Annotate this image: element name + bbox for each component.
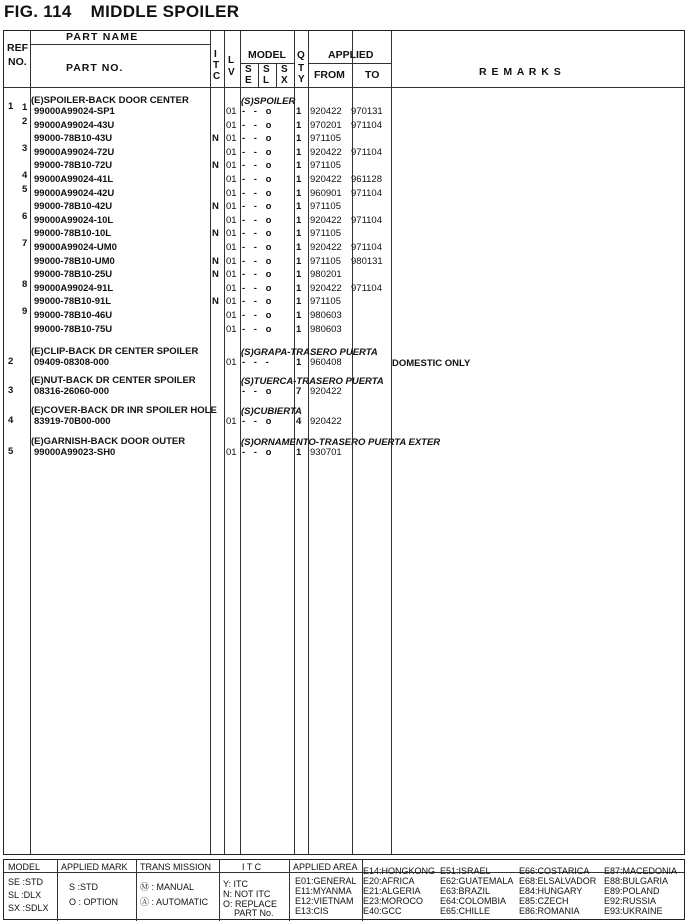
part-name: (E)SPOILER-BACK DOOR CENTER xyxy=(31,95,189,106)
lv-value: 01 xyxy=(226,282,237,294)
area-code: E92:RUSSIA xyxy=(604,896,657,906)
part-number: 99000A99023-SH0 xyxy=(34,447,116,458)
applied-from: 971105 xyxy=(310,255,341,267)
applied-from: 920422 xyxy=(310,214,342,226)
lv-value: 01 xyxy=(226,296,237,308)
lv-value: 01 xyxy=(226,119,237,131)
sub-ref-number: 7 xyxy=(22,238,28,249)
model-sl-header: S L xyxy=(263,64,270,86)
figure-number: FIG. 114 xyxy=(4,2,72,21)
quantity: 1 xyxy=(296,255,302,267)
qty-header-y: Y xyxy=(298,74,305,85)
quantity: 1 xyxy=(296,310,302,321)
applied-from: 971105 xyxy=(310,228,341,240)
applied-from: 960408 xyxy=(310,357,342,368)
ref-number: 3 xyxy=(8,385,14,396)
model-applicability: - - o xyxy=(242,187,275,199)
quantity: 1 xyxy=(296,323,302,335)
applied-to: 961128 xyxy=(351,174,382,185)
area-code: E14:HONGKONG xyxy=(363,866,436,876)
part-number: 99000-78B10-75U xyxy=(34,323,113,335)
applied-from: 920422 xyxy=(310,242,342,253)
part-number: 99000A99024-43U xyxy=(34,119,115,131)
sub-ref-number: 5 xyxy=(22,183,28,195)
applied-header: APPLIED xyxy=(328,49,374,61)
part-number: 99000A99024-UM0 xyxy=(34,242,117,253)
quantity: 1 xyxy=(296,447,302,458)
remarks-text: DOMESTIC ONLY xyxy=(392,358,471,369)
model-applicability: - - o xyxy=(242,119,275,131)
model-applicability: - - o xyxy=(242,214,275,226)
applied-to: 980131 xyxy=(351,255,383,267)
part-number: 99000-78B10-10L xyxy=(34,228,112,240)
sub-ref-number: 8 xyxy=(22,278,28,290)
figure-title: MIDDLE SPOILER xyxy=(90,2,240,21)
model-applicability: - - o xyxy=(242,174,275,185)
part-name: (E)COVER-BACK DR INR SPOILER HOLE xyxy=(31,405,217,416)
ref-number: 1 xyxy=(8,101,14,112)
part-number: 99000A99024-41L xyxy=(34,174,114,185)
footer-model-sx: SX :SDLX xyxy=(8,903,49,913)
sub-ref-number: 3 xyxy=(22,142,28,154)
applied-to: 970131 xyxy=(351,106,383,117)
footer-divider xyxy=(57,860,58,921)
applied-to: 971104 xyxy=(351,146,382,158)
part-number: 99000-78B10-UM0 xyxy=(34,255,115,267)
lv-header-v: V xyxy=(228,67,235,78)
area-code: E66:COSTARICA xyxy=(519,866,590,876)
footer-trans-auto: Ⓐ : AUTOMATIC xyxy=(140,897,209,907)
model-applicability: - - o xyxy=(242,323,275,335)
part-number: 99000-78B10-42U xyxy=(34,201,113,213)
model-applicability: - - o xyxy=(242,416,275,427)
applied-from: 970201 xyxy=(310,119,342,131)
lv-value: 01 xyxy=(226,323,237,335)
area-code: E64:COLOMBIA xyxy=(440,896,507,906)
lv-value: 01 xyxy=(226,133,237,145)
footer-divider xyxy=(219,860,220,921)
model-applicability: - - o xyxy=(242,310,275,321)
qty-header-q: Q xyxy=(297,50,305,61)
footer-model-header: MODEL xyxy=(8,862,41,872)
part-name-header: PART NAME xyxy=(66,31,139,43)
applied-from: 980201 xyxy=(310,269,342,281)
model-applicability: - - o xyxy=(242,201,275,213)
quantity: 1 xyxy=(296,214,302,226)
sub-ref-number: 6 xyxy=(22,210,28,222)
part-number: 99000-78B10-25U xyxy=(34,269,113,281)
part-name: (E)NUT-BACK DR CENTER SPOILER xyxy=(31,375,196,386)
applied-from: 980603 xyxy=(310,323,342,335)
part-number: 99000A99024-42U xyxy=(34,187,115,199)
area-code: E88:BULGARIA xyxy=(604,876,669,886)
part-number: 99000-78B10-91L xyxy=(34,296,112,308)
model-applicability: - - o xyxy=(242,106,275,117)
part-number: 99000-78B10-72U xyxy=(34,160,113,172)
legend-footer xyxy=(3,859,685,920)
part-number: 99000A99024-10L xyxy=(34,214,114,226)
header-bottom-line xyxy=(4,87,684,88)
applied-to: 971104 xyxy=(351,214,382,226)
part-name: (E)CLIP-BACK DR CENTER SPOILER xyxy=(31,346,199,357)
applied-from: 920422 xyxy=(310,416,342,427)
area-code: E63:BRAZIL xyxy=(440,886,491,896)
applied-from: 920422 xyxy=(310,174,342,185)
lv-value: 01 xyxy=(226,228,237,240)
lv-value: 01 xyxy=(226,160,237,172)
lv-value: 01 xyxy=(226,242,237,253)
lv-value: 01 xyxy=(226,201,237,213)
itc-header-t: T xyxy=(213,60,220,71)
footer-itc-header: I T C xyxy=(242,862,262,872)
area-code: E84:HUNGARY xyxy=(519,886,583,896)
quantity: 1 xyxy=(296,187,302,199)
applied-from: 920422 xyxy=(310,282,342,294)
sub-ref-number: 4 xyxy=(22,170,28,181)
footer-itc-o: O: REPLACE xyxy=(223,899,278,909)
area-code: E86:ROMANIA xyxy=(519,906,580,916)
area-code: E20:AFRICA xyxy=(363,876,415,886)
part-number: 99000A99024-SP1 xyxy=(34,106,115,117)
model-applicability: - - o xyxy=(242,282,275,294)
footer-itc-n: N: NOT ITC xyxy=(223,889,271,899)
model-applicability: - - o xyxy=(242,133,275,145)
ref-number: 2 xyxy=(8,356,14,367)
footer-applied-mark-header: APPLIED MARK xyxy=(61,862,128,872)
lv-value: 01 xyxy=(226,106,237,117)
applied-from: 920422 xyxy=(310,106,342,117)
model-sx-header: S X xyxy=(281,64,288,86)
lv-value: 01 xyxy=(226,174,237,185)
applied-from: 920422 xyxy=(310,386,342,397)
lv-value: 01 xyxy=(226,255,237,267)
qty-header-t: T xyxy=(298,63,305,74)
footer-trans-header: TRANS MISSION xyxy=(140,862,212,872)
model-applicability: - - o xyxy=(242,242,275,253)
lv-value: 01 xyxy=(226,269,237,281)
area-code: E23:MOROCO xyxy=(363,896,424,906)
footer-divider xyxy=(136,860,137,921)
model-applicability: - - o xyxy=(242,447,275,458)
itc-flag: N xyxy=(212,160,219,172)
area-code: E65:CHILLE xyxy=(440,906,491,916)
quantity: 1 xyxy=(296,119,302,131)
sub-ref-number: 1 xyxy=(22,102,28,113)
applied-from: 930701 xyxy=(310,447,342,458)
quantity: 1 xyxy=(296,201,302,213)
applied-from: 971105 xyxy=(310,296,341,308)
quantity: 1 xyxy=(296,228,302,240)
area-code: E01:GENERAL xyxy=(295,876,357,886)
area-code: E12:VIETNAM xyxy=(295,896,354,906)
area-code: E89:POLAND xyxy=(604,886,660,896)
spanish-name: (S)ORNAMENTO-TRASERO PUERTA EXTER xyxy=(241,437,441,448)
model-applicability: - - o xyxy=(242,386,275,397)
sub-ref-number: 2 xyxy=(22,115,28,127)
footer-mark-std: S :STD xyxy=(69,882,99,892)
part-number: 99000-78B10-43U xyxy=(34,133,113,145)
to-header: TO xyxy=(365,69,380,81)
spanish-name: (S)TUERCA-TRASERO PUERTA xyxy=(241,376,384,387)
from-header: FROM xyxy=(314,69,345,81)
footer-area-header: APPLIED AREA xyxy=(293,862,358,872)
page-title xyxy=(4,2,239,22)
footer-divider xyxy=(289,860,290,921)
footer-itc-part: PART No. xyxy=(234,908,274,918)
itc-flag: N xyxy=(212,269,219,281)
part-number: 09409-08308-000 xyxy=(34,357,110,368)
ref-number: 4 xyxy=(8,415,14,426)
itc-flag: N xyxy=(212,133,219,145)
area-code: E51:ISRAEL xyxy=(440,866,491,876)
part-no-header: PART NO. xyxy=(66,62,124,74)
quantity: 1 xyxy=(296,242,302,253)
model-applicability: - - o xyxy=(242,255,275,267)
area-code: E21:ALGERIA xyxy=(363,886,421,896)
ref-number: 5 xyxy=(8,446,14,457)
header-line xyxy=(308,63,391,64)
model-applicability: - - o xyxy=(242,228,275,240)
area-code: E85:CZECH xyxy=(519,896,569,906)
col-divider xyxy=(210,31,211,854)
spanish-name: (S)SPOILER xyxy=(241,96,296,107)
applied-from: 960901 xyxy=(310,187,342,199)
quantity: 1 xyxy=(296,146,302,158)
applied-from: 971105 xyxy=(310,160,341,172)
quantity: 1 xyxy=(296,160,302,172)
applied-to: 971104 xyxy=(351,187,382,199)
footer-model-se: SE :STD xyxy=(8,877,44,887)
quantity: 7 xyxy=(296,386,302,397)
applied-to: 971104 xyxy=(351,242,382,253)
applied-from: 971105 xyxy=(310,133,341,145)
lv-value: 01 xyxy=(226,357,237,368)
header-line xyxy=(276,63,277,87)
part-number: 99000A99024-91L xyxy=(34,282,114,294)
quantity: 1 xyxy=(296,357,302,368)
part-name: (E)GARNISH-BACK DOOR OUTER xyxy=(31,436,186,447)
no-header: NO. xyxy=(8,56,27,68)
model-applicability: - - o xyxy=(242,296,275,308)
area-code: E68:ELSALVADOR xyxy=(519,876,597,886)
applied-from: 920422 xyxy=(310,146,342,158)
header-line xyxy=(258,63,259,87)
spanish-name: (S)CUBIERTA xyxy=(241,406,302,417)
lv-value: 01 xyxy=(226,187,237,199)
area-code: E87:MACEDONIA xyxy=(604,866,678,876)
part-number: 99000A99024-72U xyxy=(34,146,115,158)
quantity: 1 xyxy=(296,174,302,185)
area-code: E40:GCC xyxy=(363,906,402,916)
footer-model-sl: SL :DLX xyxy=(8,890,42,900)
model-applicability: - - o xyxy=(242,269,275,281)
itc-flag: N xyxy=(212,296,219,308)
model-applicability: - - - xyxy=(242,357,272,368)
itc-header-c: C xyxy=(213,71,221,82)
lv-value: 01 xyxy=(226,310,237,321)
lv-value: 01 xyxy=(226,214,237,226)
quantity: 1 xyxy=(296,133,302,145)
col-divider xyxy=(224,31,225,854)
itc-flag: N xyxy=(212,201,219,213)
sub-ref-number: 9 xyxy=(22,306,28,317)
lv-value: 01 xyxy=(226,447,237,458)
model-applicability: - - o xyxy=(242,160,275,172)
ref-header: REF xyxy=(7,42,28,54)
model-applicability: - - o xyxy=(242,146,275,158)
remarks-header: R E M A R K S xyxy=(479,66,562,78)
quantity: 1 xyxy=(296,282,302,294)
model-header: MODEL xyxy=(248,49,286,61)
itc-header-i: I xyxy=(214,49,217,60)
spanish-name: (S)GRAPA-TRASERO PUERTA xyxy=(241,347,378,358)
itc-flag: N xyxy=(212,228,219,240)
footer-itc-y: Y: ITC xyxy=(223,879,249,889)
part-number: 99000-78B10-46U xyxy=(34,310,113,321)
applied-to: 971104 xyxy=(351,119,382,131)
quantity: 1 xyxy=(296,269,302,281)
itc-flag: N xyxy=(212,255,219,267)
lv-header-l: L xyxy=(228,55,235,66)
header-line xyxy=(30,44,210,45)
lv-value: 01 xyxy=(226,146,237,158)
part-number: 08316-26060-000 xyxy=(34,386,110,397)
quantity: 1 xyxy=(296,106,302,117)
part-number: 83919-70B00-000 xyxy=(34,416,111,427)
lv-value: 01 xyxy=(226,416,237,427)
area-code: E13:CIS xyxy=(295,906,329,916)
area-code: E11:MYANMA xyxy=(295,886,352,896)
area-code: E62:GUATEMALA xyxy=(440,876,514,886)
quantity: 1 xyxy=(296,296,302,308)
quantity: 4 xyxy=(296,416,302,427)
applied-from: 980603 xyxy=(310,310,342,321)
model-se-header: S E xyxy=(245,64,252,86)
area-code: E93:UKRAINE xyxy=(604,906,663,916)
footer-trans-manual: Ⓜ : MANUAL xyxy=(140,882,195,892)
applied-from: 971105 xyxy=(310,201,341,213)
footer-mark-option: O : OPTION xyxy=(69,897,119,907)
applied-to: 971104 xyxy=(351,282,382,294)
